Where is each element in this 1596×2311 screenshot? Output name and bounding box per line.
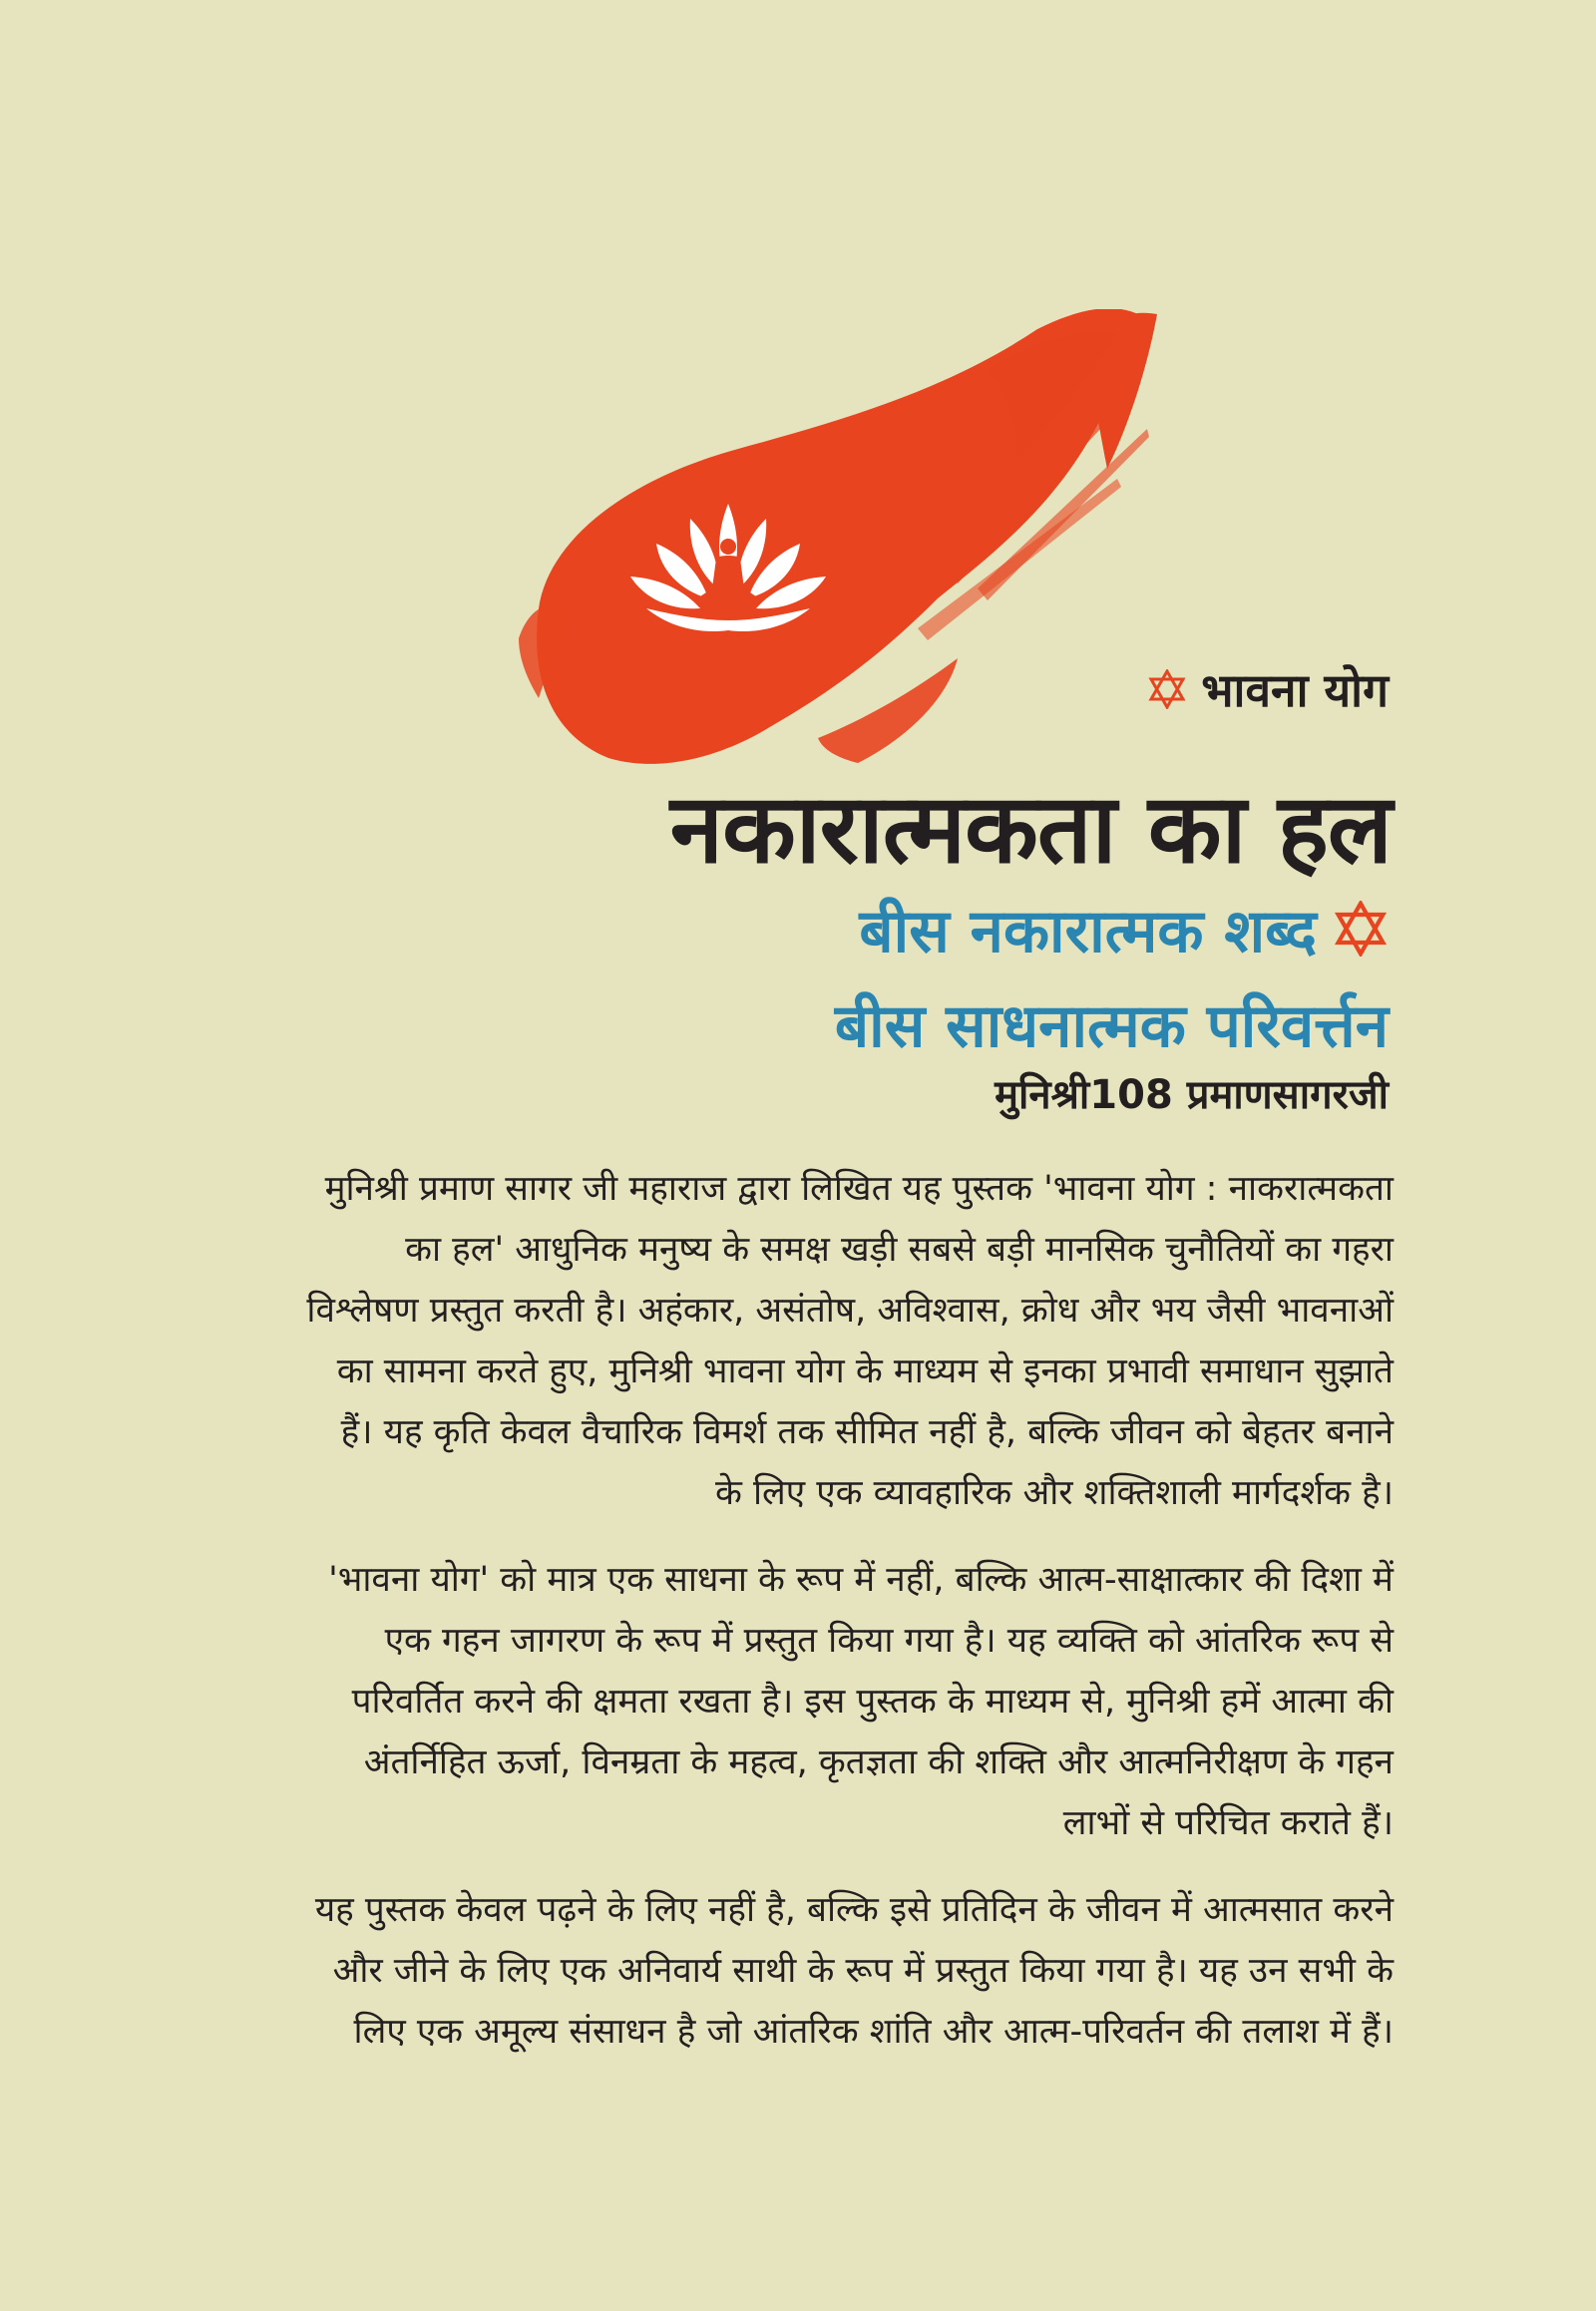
series-label: भावना योग	[1201, 663, 1389, 717]
paragraph-line: एक गहन जागरण के रूप में प्रस्तुत किया गया है। यह व्यक्ति को आंतरिक रूप से	[384, 1621, 1394, 1661]
paragraph-line: लिए एक अमूल्य संसाधन है जो आंतरिक शांति और आत्म-परिवर्तन की तलाश में हैं।	[353, 2012, 1394, 2052]
series-label-row	[1147, 658, 1389, 720]
book-description	[140, 1159, 1394, 2089]
paragraph-line: विश्लेषण प्रस्तुत करती है। अहंकार, असंतोष, अविश्वास, क्रोध और भय जैसी भावनाओं	[306, 1291, 1394, 1331]
paragraph-line: के लिए एक व्यावहारिक और शक्तिशाली मार्गदर्शक है।	[714, 1473, 1394, 1513]
paragraph-line: 'भावना योग' को मात्र एक साधना के रूप में नहीं, बल्कि आत्म-साक्षात्कार की दिशा में	[328, 1560, 1394, 1600]
paragraph-line: परिवर्तित करने की क्षमता रखता है। इस पुस्तक के माध्यम से, मुनिश्री हमें आत्मा की	[351, 1682, 1394, 1722]
paragraph-line: लाभों से परिचित कराते हैं।	[1062, 1803, 1394, 1843]
subtitle-line-1: बीस नकारात्मक शब्द	[859, 897, 1317, 966]
description-paragraph-1	[140, 1159, 1394, 1524]
star-of-david-icon	[1333, 901, 1389, 957]
subtitle-line-2: बीस साधनात्मक परिवर्त्तन	[834, 991, 1389, 1061]
brush-stroke-logo	[519, 309, 1157, 778]
author-name: मुनिश्री108 प्रमाणसागरजी	[995, 1072, 1389, 1118]
paragraph-line: अंतर्निहित ऊर्जा, विनम्रता के महत्व, कृतज्ञता की शक्ति और आत्मनिरीक्षण के गहन	[363, 1742, 1394, 1782]
paragraph-line: मुनिश्री प्रमाण सागर जी महाराज द्वारा लिखित यह पुस्तक 'भावना योग : नाकरात्मकता	[324, 1169, 1394, 1209]
paragraph-line: का सामना करते हुए, मुनिश्री भावना योग के माध्यम से इनका प्रभावी समाधान सुझाते	[336, 1351, 1394, 1391]
book-title: नकारात्मकता का हल	[669, 773, 1392, 885]
paragraph-line: यह पुस्तक केवल पढ़ने के लिए नहीं है, बल्कि इसे प्रतिदिन के जीवन में आत्मसात करने	[314, 1890, 1394, 1930]
star-of-david-icon	[1147, 669, 1187, 709]
paragraph-line: हैं। यह कृति केवल वैचारिक विमर्श तक सीमित नहीं है, बल्कि जीवन को बेहतर बनाने	[340, 1412, 1394, 1452]
description-paragraph-3	[140, 1880, 1394, 2063]
paragraph-line: का हल' आधुनिक मनुष्य के समक्ष खड़ी सबसे बड़ी मानसिक चुनौतियों का गहरा	[405, 1230, 1394, 1270]
subtitle-row	[859, 888, 1389, 969]
description-paragraph-2	[140, 1550, 1394, 1854]
paragraph-line: और जीने के लिए एक अनिवार्य साथी के रूप में प्रस्तुत किया गया है। यह उन सभी के	[332, 1951, 1394, 1991]
